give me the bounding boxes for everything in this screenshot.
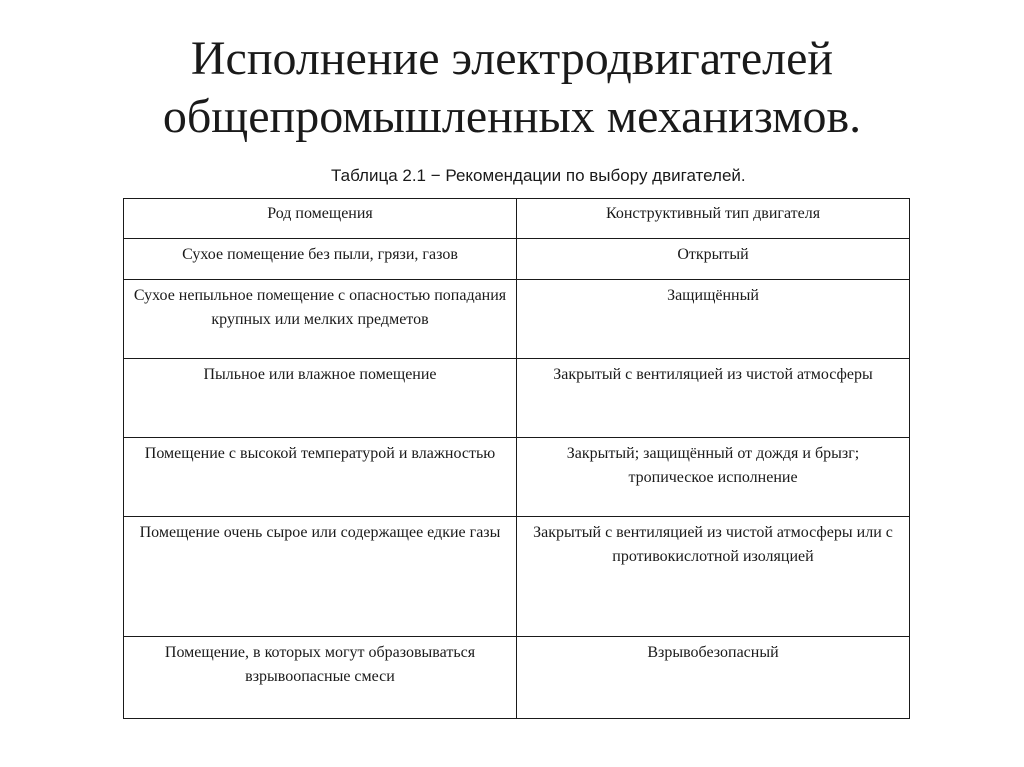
- motor-type-cell: Закрытый с вентиляцией из чистой атмосферы или с противокислотной изоляцией: [517, 517, 910, 637]
- header-motor-type: Конструктивный тип двигателя: [517, 199, 910, 239]
- table-row: [124, 637, 910, 719]
- room-cell: Сухое непыльное помещение с опасностью попадания крупных или мелких предметов: [124, 280, 517, 359]
- table-caption: Таблица 2.1 − Рекомендации по выбору двигателей.: [331, 166, 746, 185]
- motor-type-cell: Закрытый; защищённый от дождя и брызг; тропическое исполнение: [517, 438, 910, 517]
- motor-type-cell: Открытый: [517, 239, 910, 280]
- table-row: [124, 517, 910, 637]
- slide-title: [0, 30, 1024, 146]
- room-cell: Сухое помещение без пыли, грязи, газов: [124, 239, 517, 280]
- motor-type-cell: Взрывобезопасный: [517, 637, 910, 719]
- room-cell: Пыльное или влажное помещение: [124, 359, 517, 438]
- table-row: [124, 438, 910, 517]
- table-row: [124, 280, 910, 359]
- table-row: [124, 239, 910, 280]
- recommendations-table: [123, 198, 910, 719]
- motor-type-cell: Закрытый с вентиляцией из чистой атмосферы: [517, 359, 910, 438]
- slide-title-line-2: общепромышленных механизмов.: [162, 90, 862, 143]
- table-row: [124, 359, 910, 438]
- room-cell: Помещение очень сырое или содержащее едкие газы: [124, 517, 517, 637]
- table-header-row: [124, 199, 910, 239]
- room-cell: Помещение с высокой температурой и влажностью: [124, 438, 517, 517]
- header-room-type: Род помещения: [124, 199, 517, 239]
- motor-type-cell: Защищённый: [517, 280, 910, 359]
- room-cell: Помещение, в которых могут образовываться взрывоопасные смеси: [124, 637, 517, 719]
- slide-title-line-1: Исполнение электродвигателей: [190, 32, 834, 85]
